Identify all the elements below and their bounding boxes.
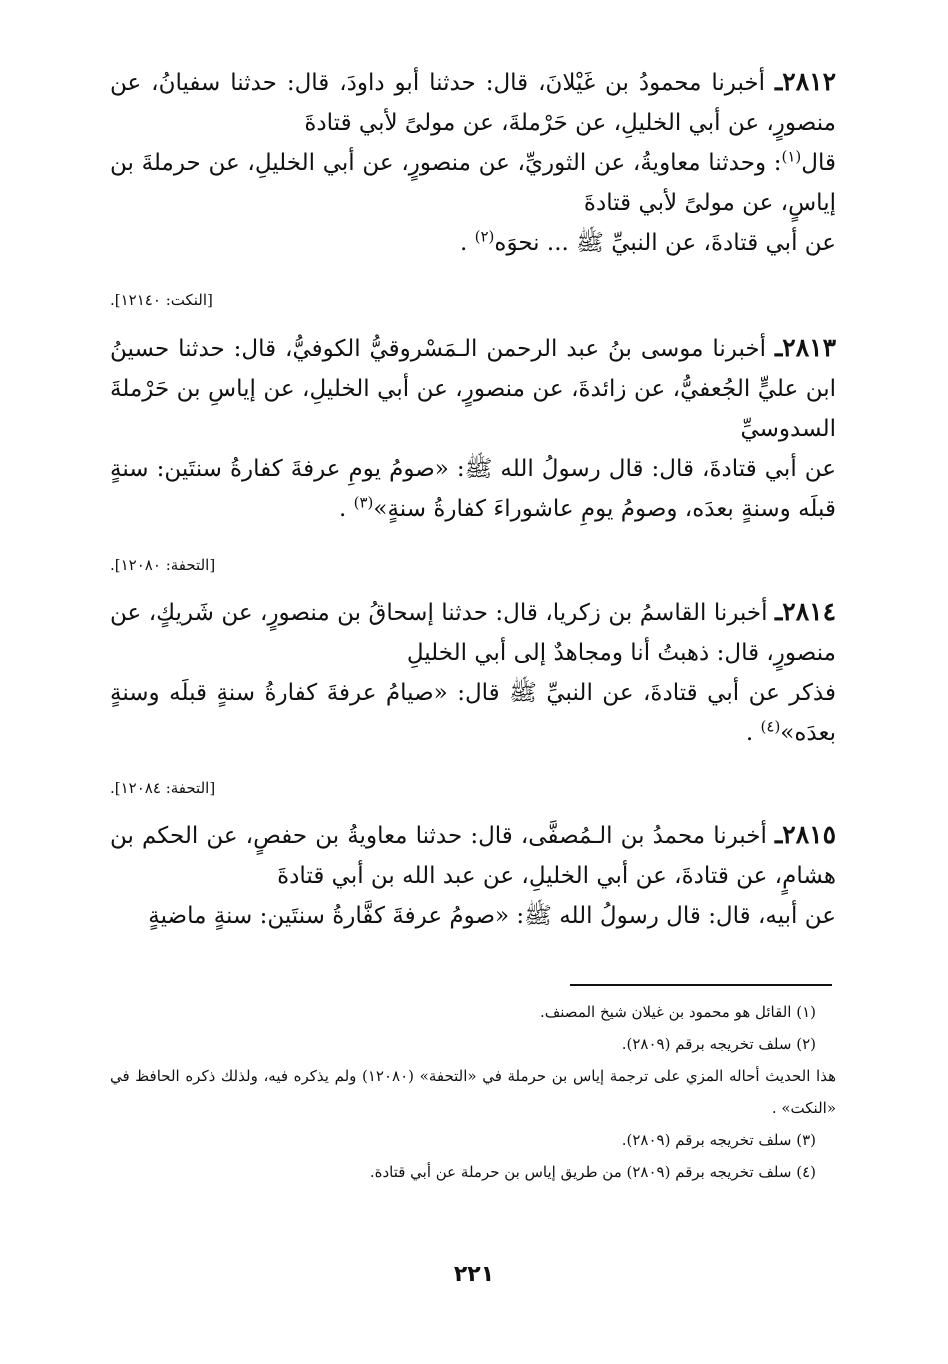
matn-text: عن أبيه، قال: قال رسولُ الله ﷺ: «صومُ عرفةَ كفَّارةُ سنتَين: سنةٍ ماضيةٍ: [148, 903, 836, 929]
hadith-2815-matn: [110, 896, 836, 936]
footnote-marker: (٤): [760, 717, 781, 736]
hadith-number: ٢٨١٢ـ: [774, 67, 837, 96]
reference-2814: [التحفة: ١٢٠٨٤].: [110, 779, 216, 797]
hadith-2813-matn: [110, 449, 836, 529]
footnote-marker: (١): [781, 147, 802, 166]
hadith-number: ٢٨١٥ـ: [774, 820, 836, 849]
footnote-3: (٣) سلف تخريجه برقم (٢٨٠٩).: [621, 1131, 816, 1149]
hadith-2814: [110, 592, 836, 753]
reference-2812: [النكت: ١٢١٤٠].: [110, 291, 213, 309]
isnad-text: أخبرنا القاسمُ بن زكريا، قال: حدثنا إسحاقُ بن منصورٍ، عن شَريكٍ، عن منصورٍ، قال: ذهبتُ أنا ومجاهدٌ إلى أبي الخليلِ: [110, 600, 836, 666]
footnote-marker: (٣): [353, 493, 374, 512]
hadith-2814-matn: [110, 673, 836, 753]
isnad-text: : وحدثنا معاويةُ، عن الثوريِّ، عن منصورٍ، عن أبي الخليلِ، عن حرملةَ بن إياسٍ، عن مولىً لأبي قتادةَ: [110, 150, 836, 216]
reference-2813: [التحفة: ١٢٠٨٠].: [110, 556, 216, 574]
matn-end: .: [338, 496, 347, 522]
matn-text: عن أبي قتادةَ، عن النبيِّ ﷺ ... نحوَه: [494, 230, 836, 256]
hadith-2812-matn: [110, 223, 836, 263]
footnote-2: (٢) سلف تخريجه برقم (٢٨٠٩).: [621, 1035, 816, 1053]
footnote-marker: (٢): [474, 227, 495, 246]
isnad-text: أخبرنا موسى بنُ عبد الرحمن الـمَسْروقيُّ الكوفيُّ، قال: حدثنا حسينُ ابن عليٍّ الجُعفيُّ، عن زائدةَ، عن منصورٍ، عن أبي الخليلِ، عن إياسِ بن حَرْملةَ السدوسيِّ: [110, 336, 836, 442]
isnad-text: قال: [801, 150, 836, 176]
footnote-1: (١) القائل هو محمود بن غيلان شيخ المصنف.: [539, 1003, 816, 1021]
hadith-2813-isnad: [110, 328, 836, 449]
hadith-2814-isnad: [110, 592, 836, 673]
hadith-2812: [110, 62, 836, 263]
footnote-separator: [570, 984, 832, 986]
matn-end: .: [459, 230, 468, 256]
hadith-2813: [110, 328, 836, 529]
hadith-2815: [110, 815, 836, 936]
isnad-text: أخبرنا محمودُ بن غَيْلانَ، قال: حدثنا أبو داودَ، قال: حدثنا سفيانُ، عن منصورٍ، عن أبي الخليلِ، عن حَرْملةَ، عن مولىً لأبي قتادةَ: [110, 70, 836, 136]
page-number: ٢٢١: [453, 1262, 495, 1287]
hadith-number: ٢٨١٣ـ: [774, 333, 837, 362]
matn-text: عن أبي قتادةَ، قال: قال رسولُ الله ﷺ: «صومُ يومِ عرفةَ كفارةُ سنتَين: سنةٍ قبلَه وسنةٍ بعدَه، وصومُ يومِ عاشوراءَ كفارةُ سنةٍ»: [110, 456, 836, 522]
hadith-number: ٢٨١٤ـ: [774, 597, 836, 626]
footnotes: [110, 996, 836, 1188]
hadith-2812-isnad: [110, 62, 836, 143]
isnad-text: أخبرنا محمدُ بن الـمُصفَّى، قال: حدثنا معاويةُ بن حفصٍ، عن الحكم بن هشامٍ، عن قتادةَ، عن أبي الخليلِ، عن عبد الله بن أبي قتادةَ: [110, 823, 836, 889]
footnote-4: (٤) سلف تخريجه برقم (٢٨٠٩) من طريق إياس بن حرملة عن أبي قتادة.: [369, 1163, 816, 1181]
matn-text: فذكر عن أبي قتادةَ، عن النبيِّ ﷺ قال: «صيامُ عرفةَ كفارةُ سنةٍ قبلَه وسنةٍ بعدَه»: [110, 680, 836, 746]
hadith-2812-isnad2: [110, 143, 836, 223]
hadith-2815-isnad: [110, 815, 836, 896]
matn-end: .: [745, 720, 754, 746]
footnote-2-note: هذا الحديث أحاله المزي على ترجمة إياس بن حرملة في «التحفة» (١٢٠٨٠) ولم يذكره فيه، ولذلك ذكره الحافظ في «النكت» .: [110, 1067, 836, 1117]
